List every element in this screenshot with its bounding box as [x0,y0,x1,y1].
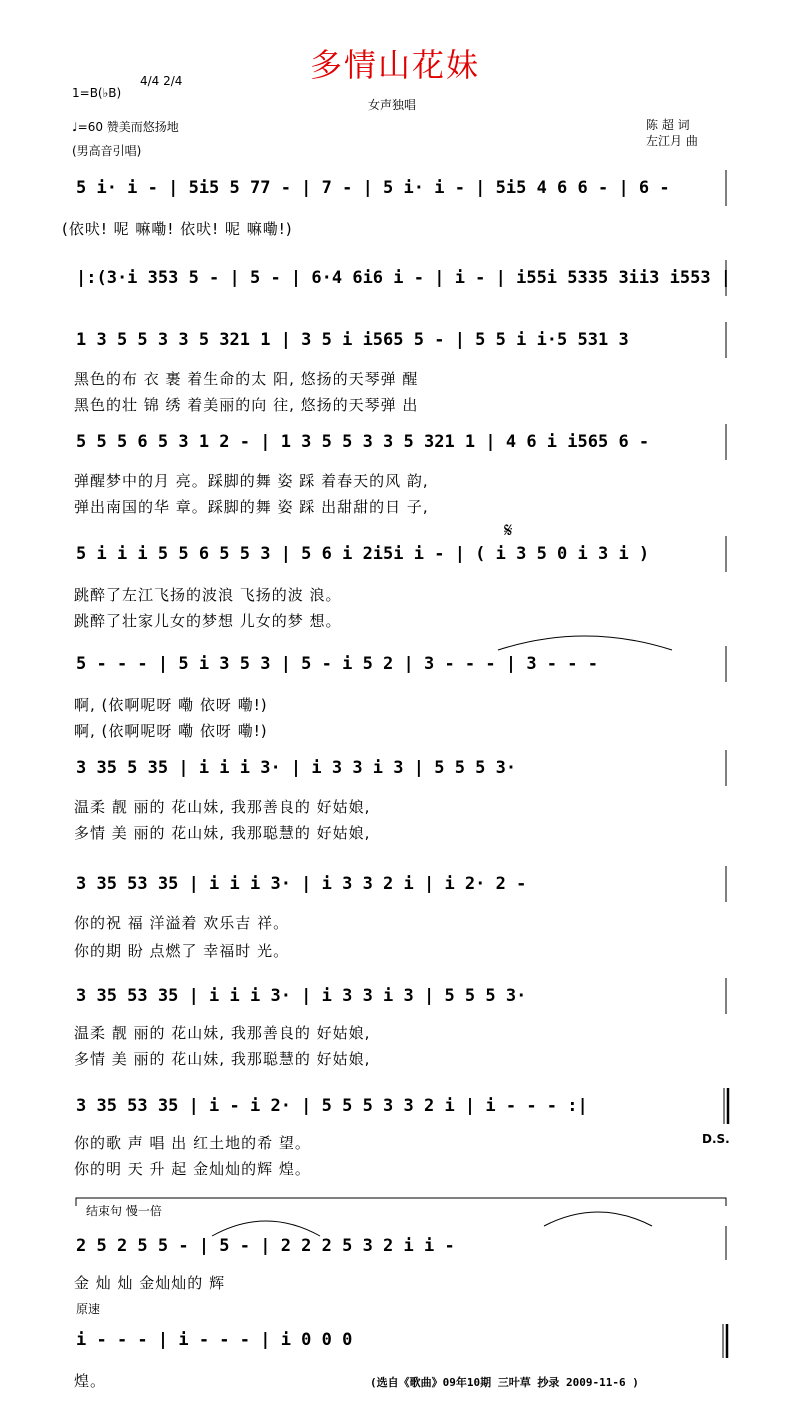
lyric-line: 跳醉了左江飞扬的波浪 飞扬的波 浪。 [74,586,342,604]
notation-row: 1 3 5 5 3 3 5 321 1 | 3 5 i i565 5 - | 5 5 i i·5 531 3 [76,330,629,350]
notation-row: 3 35 53 35 | i i i 3· | i 3 3 i 3 | 5 5 5 3· [76,986,527,1006]
performance-type: 女声独唱 [368,98,417,112]
lyric-line: 黑色的布 衣 裹 着生命的太 阳, 悠扬的天琴弹 醒 [74,370,419,388]
lyric-line: 啊, (依啊呢呀 嘞 依呀 嘞!) [74,722,268,740]
notation-row: 3 35 53 35 | i - i 2· | 5 5 5 3 3 2 i | i - - - :| [76,1096,588,1116]
lyric-line: 你的祝 福 洋溢着 欢乐吉 祥。 [74,914,290,932]
notation-row: 3 35 53 35 | i i i 3· | i 3 3 2 i | i 2· 2 - [76,874,527,894]
slur [544,1212,652,1226]
lyric-line: 弹出南国的华 章。踩脚的舞 姿 踩 出甜甜的日 子, [74,498,429,516]
source-footer: (选自《歌曲》09年10期 三叶草 抄录 2009-11-6 ) [370,1376,639,1389]
ending-bracket [76,1198,726,1206]
notation-row: 5 - - - | 5 i 3 5 3 | 5 - i 5 2 | 3 - - - | 3 - - - [76,654,598,674]
notation-row: i - - - | i - - - | i 0 0 0 [76,1330,353,1350]
tempo-marking: ♩=60 赞美而悠扬地 [72,120,179,134]
lyric-line: 温柔 靓 丽的 花山妹, 我那善良的 好姑娘, [74,1024,371,1042]
ending-label: 结束句 慢一倍 [86,1204,162,1218]
notation-row: 5 i· i - | 5i5 5 77 - | 7 - | 5 i· i - | 5i5 4 6 6 - | 6 - [76,178,670,198]
lyric-line: 啊, (依啊呢呀 嘞 依呀 嘞!) [74,696,268,714]
lyric-line: 你的明 天 升 起 金灿灿的辉 煌。 [74,1160,311,1178]
segno-sign: 𝄋 [504,518,513,542]
lyric-line: 你的期 盼 点燃了 幸福时 光。 [74,942,290,960]
lyric-line: 煌。 [74,1372,107,1390]
lyric-line: 跳醉了壮家儿女的梦想 儿女的梦 想。 [74,612,342,630]
notation-row: 3 35 5 35 | i i i 3· | i 3 3 i 3 | 5 5 5 3· [76,758,517,778]
slur [212,1221,320,1236]
lyric-line: 你的歌 声 唱 出 红土地的希 望。 [74,1134,311,1152]
lyric-line: 金 灿 灿 金灿灿的 辉 [74,1274,226,1292]
notation-row: 5 i i i 5 5 6 5 5 3 | 5 6 i 2i5i i - | ( i 3 5 0 i 3 i ) [76,544,650,564]
ds-mark: D.S. [702,1132,730,1146]
lyric-line: 多情 美 丽的 花山妹, 我那聪慧的 好姑娘, [74,1050,371,1068]
notation-row: |:(3·i 353 5 - | 5 - | 6·4 6i6 i - | i - | i55i 5335 3ii3 i553 | [76,268,732,288]
lyric-line: 弹醒梦中的月 亮。踩脚的舞 姿 踩 着春天的风 韵, [74,472,429,490]
lyric-line: 温柔 靓 丽的 花山妹, 我那善良的 好姑娘, [74,798,371,816]
tempo-return-label: 原速 [76,1302,101,1316]
notation-row: 2 5 2 5 5 - | 5 - | 2 2 2 5 3 2 i i - [76,1236,455,1256]
key-signature: 1=B(♭B) [72,86,122,100]
intro-voice-note: (男高音引唱) [72,144,142,158]
slur [498,636,672,650]
lyric-line: 黑色的壮 锦 绣 着美丽的向 往, 悠扬的天琴弹 出 [74,396,419,414]
time-signature: 4/4 2/4 [140,74,183,88]
notation-row: 5 5 5 6 5 3 1 2 - | 1 3 5 5 3 3 5 321 1 | 4 6 i i565 6 - [76,432,650,452]
composer: 左江月 曲 [646,134,698,148]
lyricist: 陈 超 词 [646,118,690,132]
lyric-line: (依吠! 呢 嘛嘞! 依吠! 呢 嘛嘞!) [62,220,293,238]
lyric-line: 多情 美 丽的 花山妹, 我那聪慧的 好姑娘, [74,824,371,842]
song-title: 多情山花妹 [309,46,480,84]
